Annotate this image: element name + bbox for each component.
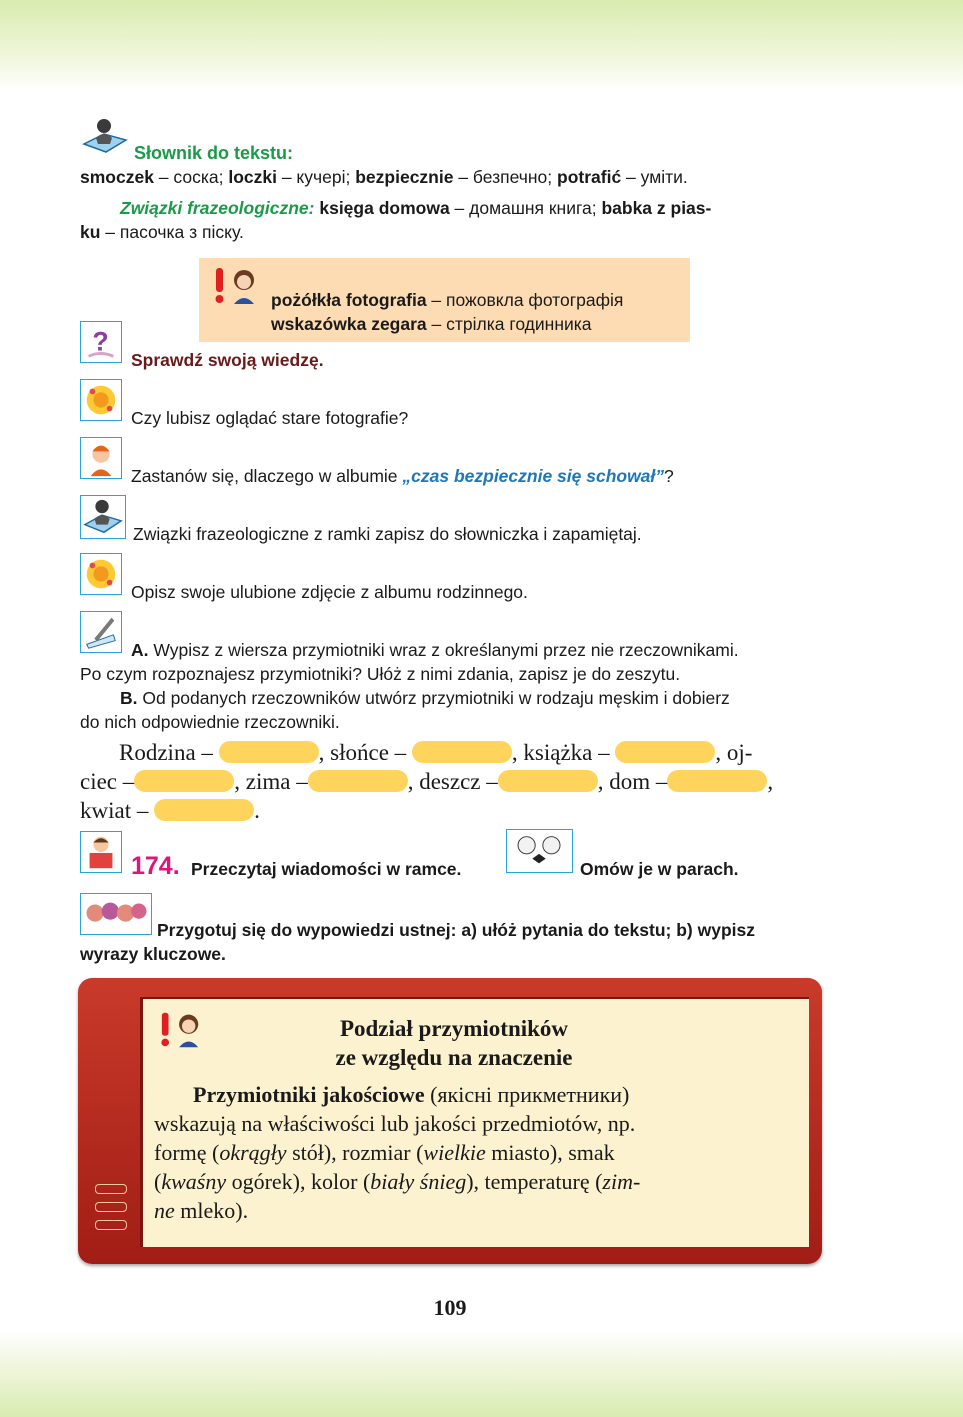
reading-student-icon — [80, 495, 126, 539]
frame-slot-decor — [95, 1220, 127, 1230]
question-3: Związki frazeologiczne z ramki zapisz do słowniczka i zapamiętaj. — [133, 524, 642, 544]
question-mark-icon — [80, 321, 122, 363]
answer-blank[interactable] — [219, 741, 319, 763]
svg-text:?: ? — [92, 326, 109, 357]
prepare-task: Przygotuj się do wypowiedzi ustnej: a) ułóż pytania do tekstu; b) wypisz wyrazy kluczowe. — [80, 920, 755, 964]
rule-title: Podział przymiotników ze względu na znaczenie — [335, 1016, 573, 1070]
fill-in-exercise: Rodzina – , słońce – , książka – , oj- ciec – , zima – , deszcz – , dom – , kwiat – . — [80, 740, 774, 823]
reading-student-icon — [82, 116, 128, 156]
vocab-line: smoczek – соска; loczki – кучері; bezpiecznie – безпечно; potrafić – уміти. — [80, 167, 688, 187]
answer-blank[interactable] — [498, 770, 598, 792]
exclamation-girl-icon — [212, 264, 260, 308]
task-a-b: A. Wypisz z wiersza przymiotniki wraz z określanymi przez nie rzeczownikami. Po czym rozpoznajesz przymiotniki? Ułóż z nimi zdania, zapisz je do zeszytu. B. Od podanych rzeczowników utwórz przymiotniki w rodzaju męskim i dobierz do nich odpowiednie rzeczowniki. — [80, 640, 739, 732]
task-number: 174. — [131, 852, 180, 880]
sun-flower-icon — [80, 379, 122, 421]
vocab-title: Słownik do tekstu: — [134, 143, 294, 163]
task-174-text-2: Omów je w parach. — [580, 859, 739, 879]
answer-blank[interactable] — [308, 770, 408, 792]
page-number: 109 — [433, 1295, 467, 1320]
task-174-text-1: Przeczytaj wiadomości w ramce. — [191, 859, 462, 879]
rule-text: Przymiotniki jakościowe (якісні прикметники) wskazują na właściwości lub jakości przedmiotów, np. formę (okrągły stół), rozmiar (wielkie miasto), smak (kwaśny ogórek), kolor (biały śnieg), temperaturę (zim- ne mleko). — [154, 1082, 641, 1223]
reading-child-icon — [80, 831, 122, 873]
thinking-child-icon — [80, 437, 122, 479]
answer-blank[interactable] — [667, 770, 767, 792]
top-decor-band — [0, 0, 963, 90]
question-4: Opisz swoje ulubione zdjęcie z albumu rodzinnego. — [131, 582, 528, 602]
bottom-decor-band — [0, 1330, 963, 1417]
frame-slot-decor — [95, 1202, 127, 1212]
answer-blank[interactable] — [134, 770, 234, 792]
question-2: Zastanów się, dlaczego w albumie „czas bezpiecznie się schował”? — [131, 466, 674, 486]
check-knowledge-heading: Sprawdź swoją wiedzę. — [131, 350, 324, 370]
note-row-2: wskazówka zegara – стрілка годинника — [271, 314, 592, 334]
answer-blank[interactable] — [154, 799, 254, 821]
note-row-1: pożółkła fotografia – пожовкла фотографія — [271, 290, 624, 310]
answer-blank[interactable] — [412, 741, 512, 763]
sun-flower-icon — [80, 553, 122, 595]
idioms-paragraph: Związki frazeologiczne: księga domowa – домашня книга; babka z pias- ku – пасочка з піску. — [80, 198, 712, 242]
pair-talk-icon — [506, 829, 573, 873]
answer-blank[interactable] — [615, 741, 715, 763]
frame-slot-decor — [95, 1184, 127, 1194]
question-1: Czy lubisz oglądać stare fotografie? — [131, 408, 409, 428]
